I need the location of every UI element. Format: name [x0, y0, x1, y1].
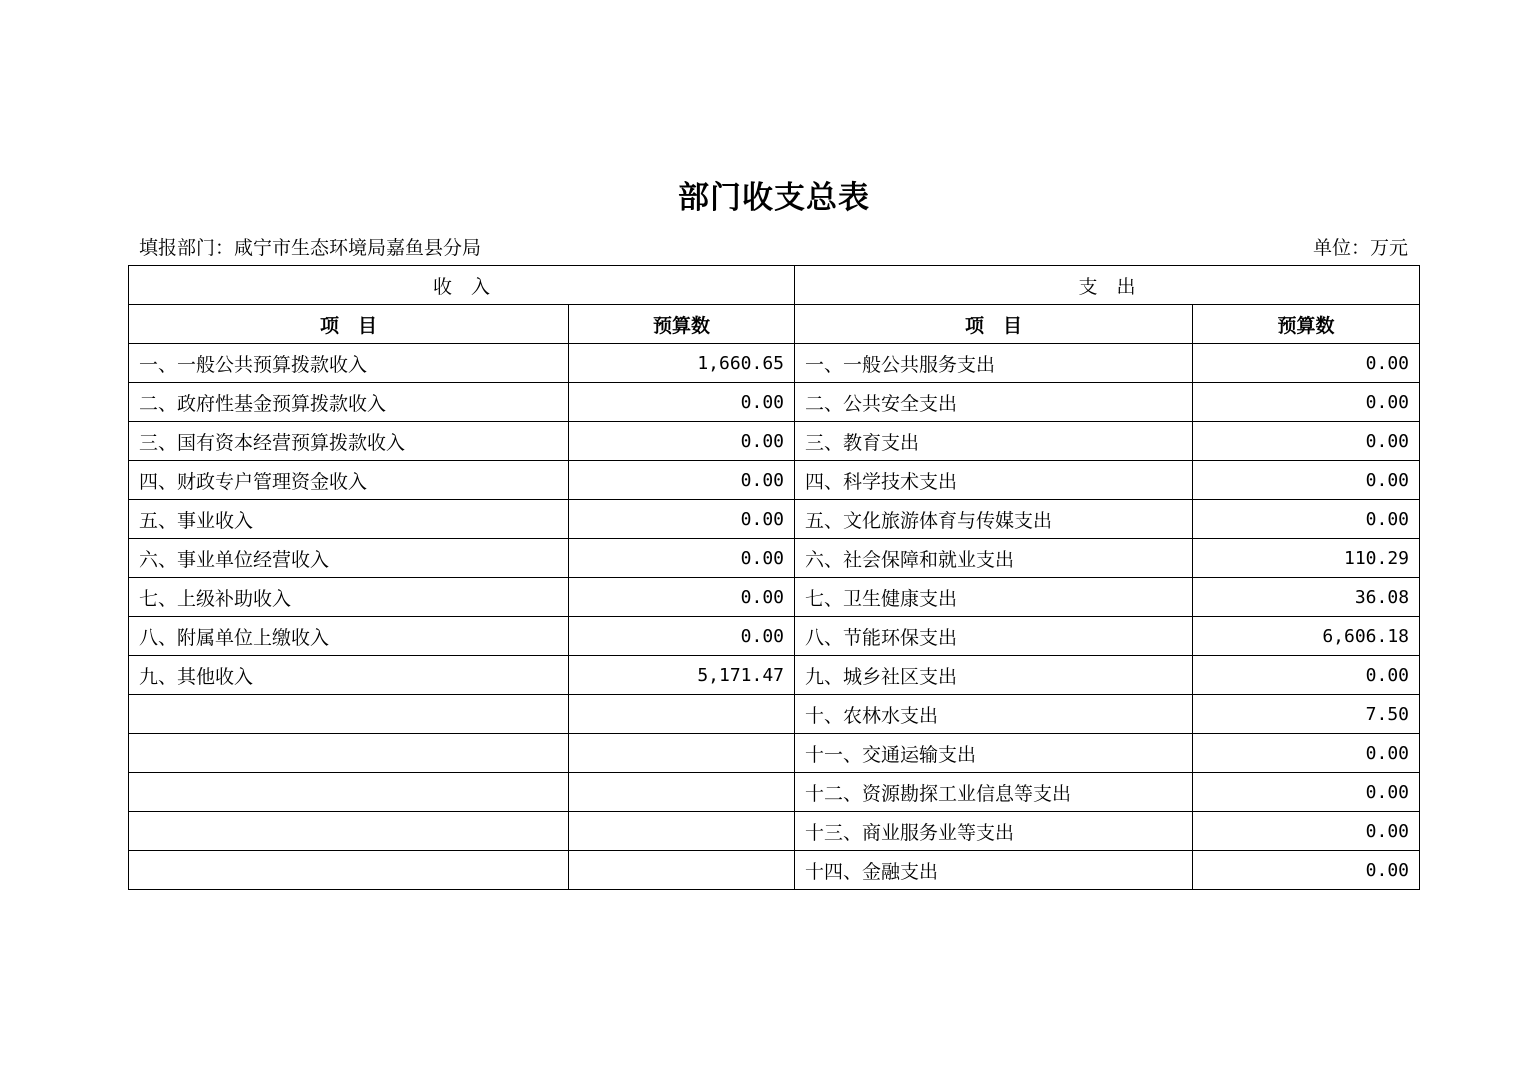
expense-value-cell: 0.00: [1193, 461, 1420, 500]
budget-table: [128, 265, 1420, 890]
expense-value-cell: 0.00: [1193, 383, 1420, 422]
table-row: [129, 656, 1420, 695]
expense-item-cell: 二、公共安全支出: [795, 383, 1193, 422]
section-header-row: [129, 266, 1420, 305]
table-row: [129, 539, 1420, 578]
income-item-cell: 八、附属单位上缴收入: [129, 617, 569, 656]
income-value-cell: 0.00: [569, 383, 795, 422]
income-item-cell: [129, 773, 569, 812]
income-item-cell: 五、事业收入: [129, 500, 569, 539]
expense-value-cell: 36.08: [1193, 578, 1420, 617]
income-value-cell: 0.00: [569, 500, 795, 539]
income-item-cell: 六、事业单位经营收入: [129, 539, 569, 578]
income-value-cell: 0.00: [569, 578, 795, 617]
income-value-cell: [569, 695, 795, 734]
expense-value-cell: 0.00: [1193, 851, 1420, 890]
income-value-cell: [569, 773, 795, 812]
income-item-cell: [129, 812, 569, 851]
expense-item-cell: 七、卫生健康支出: [795, 578, 1193, 617]
expense-item-cell: 十、农林水支出: [795, 695, 1193, 734]
table-row: [129, 734, 1420, 773]
expense-value-cell: 6,606.18: [1193, 617, 1420, 656]
expense-item-cell: 四、科学技术支出: [795, 461, 1193, 500]
income-item-cell: 二、政府性基金预算拨款收入: [129, 383, 569, 422]
income-value-cell: 0.00: [569, 617, 795, 656]
income-item-cell: 九、其他收入: [129, 656, 569, 695]
table-row: [129, 422, 1420, 461]
department-label: 填报部门：咸宁市生态环境局嘉鱼县分局: [139, 237, 482, 259]
income-item-cell: 七、上级补助收入: [129, 578, 569, 617]
expense-item-cell: 十四、金融支出: [795, 851, 1193, 890]
expense-item-cell: 十三、商业服务业等支出: [795, 812, 1193, 851]
table-row: [129, 578, 1420, 617]
expense-value-cell: 0.00: [1193, 773, 1420, 812]
table-row: [129, 617, 1420, 656]
expense-budget-header: 预算数: [1193, 305, 1420, 344]
income-header: 收 入: [129, 266, 795, 305]
income-value-cell: 1,660.65: [569, 344, 795, 383]
expense-item-cell: 十一、交通运输支出: [795, 734, 1193, 773]
table-row: [129, 344, 1420, 383]
table-row: [129, 812, 1420, 851]
income-item-cell: 三、国有资本经营预算拨款收入: [129, 422, 569, 461]
income-value-cell: [569, 812, 795, 851]
income-value-cell: [569, 851, 795, 890]
income-item-cell: [129, 734, 569, 773]
expense-item-cell: 十二、资源勘探工业信息等支出: [795, 773, 1193, 812]
unit-label: 单位：万元: [1312, 237, 1408, 259]
column-header-row: [129, 305, 1420, 344]
expense-item-cell: 九、城乡社区支出: [795, 656, 1193, 695]
page-title: 部门收支总表: [678, 180, 870, 216]
table-row: [129, 383, 1420, 422]
expense-item-cell: 八、节能环保支出: [795, 617, 1193, 656]
expense-value-cell: 0.00: [1193, 422, 1420, 461]
income-item-cell: 四、财政专户管理资金收入: [129, 461, 569, 500]
table-row: [129, 500, 1420, 539]
expense-item-cell: 三、教育支出: [795, 422, 1193, 461]
expense-value-cell: 0.00: [1193, 344, 1420, 383]
expense-header: 支 出: [795, 266, 1420, 305]
expense-item-cell: 一、一般公共服务支出: [795, 344, 1193, 383]
expense-item-cell: 五、文化旅游体育与传媒支出: [795, 500, 1193, 539]
expense-item-cell: 六、社会保障和就业支出: [795, 539, 1193, 578]
income-value-cell: 0.00: [569, 422, 795, 461]
income-item-cell: [129, 851, 569, 890]
expense-value-cell: 0.00: [1193, 734, 1420, 773]
income-item-cell: [129, 695, 569, 734]
income-item-header: 项 目: [129, 305, 569, 344]
expense-item-header: 项 目: [795, 305, 1193, 344]
income-item-cell: 一、一般公共预算拨款收入: [129, 344, 569, 383]
expense-value-cell: 7.50: [1193, 695, 1420, 734]
table-row: [129, 461, 1420, 500]
expense-value-cell: 110.29: [1193, 539, 1420, 578]
income-value-cell: 0.00: [569, 461, 795, 500]
expense-value-cell: 0.00: [1193, 500, 1420, 539]
income-value-cell: 5,171.47: [569, 656, 795, 695]
table-row: [129, 695, 1420, 734]
expense-value-cell: 0.00: [1193, 812, 1420, 851]
table-row: [129, 851, 1420, 890]
income-value-cell: 0.00: [569, 539, 795, 578]
income-value-cell: [569, 734, 795, 773]
table-row: [129, 773, 1420, 812]
expense-value-cell: 0.00: [1193, 656, 1420, 695]
income-budget-header: 预算数: [569, 305, 795, 344]
